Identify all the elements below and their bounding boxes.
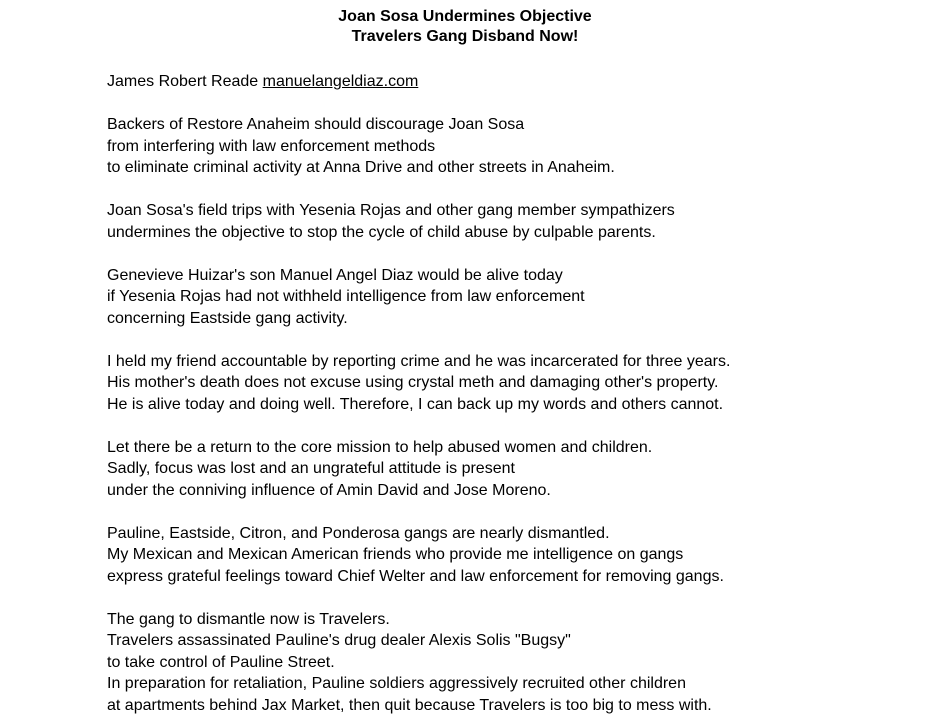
- byline: [107, 71, 890, 93]
- page-title: [0, 0, 930, 47]
- site-link[interactable]: manuelangeldiaz.com: [262, 73, 419, 90]
- paragraph: Joan Sosa's field trips with Yesenia Rojas and other gang member sympathizers undermines the objective to stop the cycle of child abuse by culpable parents.: [107, 202, 675, 241]
- paragraph: Backers of Restore Anaheim should discourage Joan Sosa from interfering with law enforcement methods to eliminate criminal activity at Anna Drive and other streets in Anaheim.: [107, 116, 615, 176]
- paragraph: I held my friend accountable by reporting crime and he was incarcerated for three years. His mother's death does not excuse using crystal meth and damaging other's property. He is alive today and doing well. Therefore, I can back up my words and others cannot.: [107, 352, 731, 413]
- paragraph: The gang to dismantle now is Travelers. Travelers assassinated Pauline's drug dealer Alexis Solis "Bugsy" to take control of Pauline Street. In preparation for retaliation, Pauline soldiers aggressively recruited other children at apartments behind Jax Market, then quit because Travelers is too big to mess with.: [107, 610, 712, 714]
- paragraph: Let there be a return to the core mission to help abused women and children. Sadly, focus was lost and an ungrateful attitude is present under the conniving influence of Amin David and Jose Moreno.: [107, 438, 653, 499]
- title-line-2: Travelers Gang Disband Now!: [351, 28, 579, 45]
- body-paragraphs: [107, 114, 890, 716]
- author-name: James Robert Reade: [107, 73, 259, 90]
- title-line-1: Joan Sosa Undermines Objective: [338, 8, 592, 25]
- paragraph: Pauline, Eastside, Citron, and Ponderosa gangs are nearly dismantled. My Mexican and Mexican American friends who provide me intelligence on gangs express grateful feelings toward Chief Welter and law enforcement for removing gangs.: [107, 524, 724, 585]
- document-body: [107, 71, 890, 716]
- paragraph: Genevieve Huizar's son Manuel Angel Diaz would be alive today if Yesenia Rojas had not withheld intelligence from law enforcement concerning Eastside gang activity.: [107, 266, 585, 327]
